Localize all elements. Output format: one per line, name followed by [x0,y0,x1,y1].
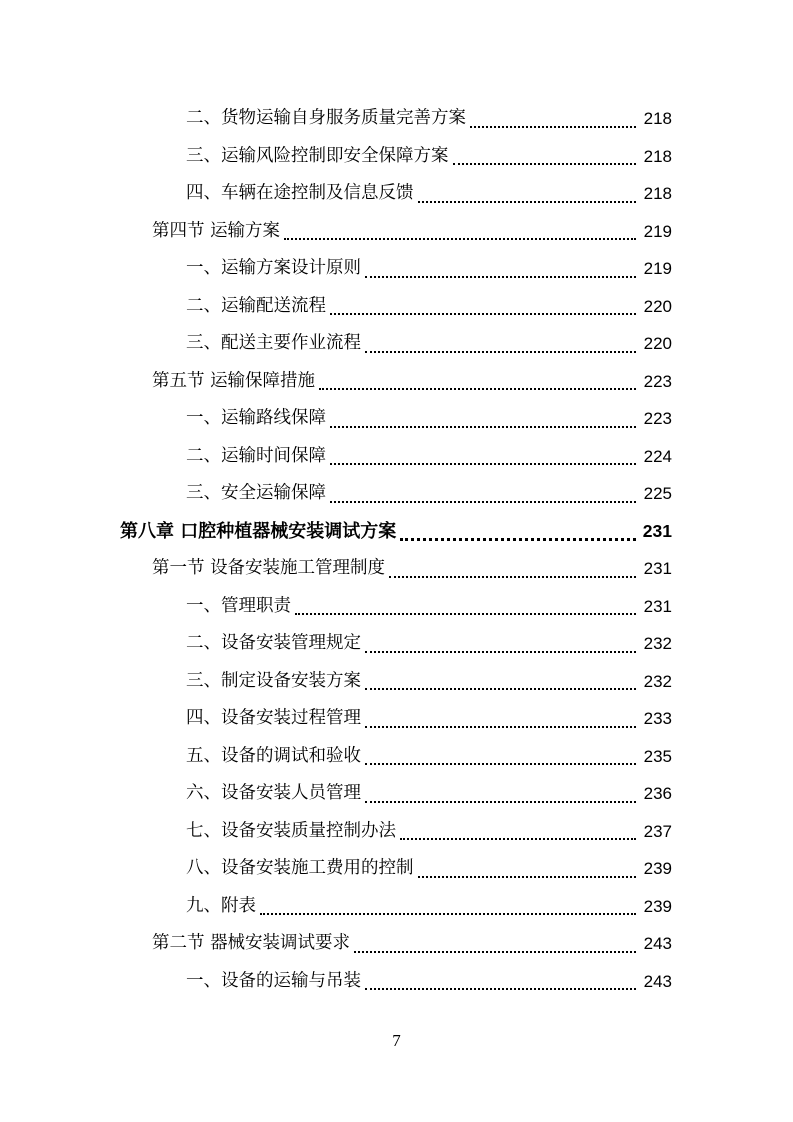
toc-entry-label: 一、设备的运输与吊装 [186,970,361,991]
toc-entry[interactable] [186,175,672,212]
toc-entry-page: 218 [643,146,672,166]
toc-entry-label: 二、运输配送流程 [186,295,326,316]
toc-entry-label: 一、运输路线保障 [186,408,326,428]
toc-entry[interactable] [186,400,672,437]
dot-leader [365,651,636,653]
dot-leader [418,201,637,203]
toc-entry[interactable] [152,213,672,250]
dot-leader [389,576,636,578]
dot-leader [418,876,637,878]
dot-leader [354,951,636,953]
toc-entry[interactable] [186,100,672,137]
toc-entry-label: 一、管理职责 [186,595,291,616]
toc-entry[interactable] [152,363,672,400]
toc-entry-label: 九、附表 [186,895,256,916]
toc-entry-page: 232 [643,671,672,691]
toc-entry[interactable] [186,963,672,1000]
toc-entry[interactable] [186,475,672,512]
toc-entry-label: 四、车辆在途控制及信息反馈 [186,183,414,203]
toc-entry-page: 239 [643,896,672,916]
toc-entry-page: 225 [643,484,672,503]
dot-leader [330,501,636,503]
toc-entry-label: 四、设备安装过程管理 [186,708,361,728]
dot-leader [365,988,636,990]
toc-entry-page: 224 [643,446,672,466]
toc-entry[interactable] [186,438,672,475]
toc-entry-page: 219 [643,259,672,278]
toc-entry-label: 三、制定设备安装方案 [186,670,361,691]
page-number: 7 [392,1031,401,1050]
toc-entry-page: 236 [643,784,672,803]
toc-entry-page: 232 [643,634,672,653]
toc-entry-label: 第二节 器械安装调试要求 [152,933,351,953]
toc-entry-label: 二、设备安装管理规定 [186,633,361,653]
dot-leader [365,351,636,353]
toc-entry-page: 231 [643,596,672,616]
dot-leader [319,388,636,390]
toc-entry-page: 237 [643,821,672,841]
dot-leader [365,763,636,765]
toc-entry[interactable] [186,588,672,625]
toc-entry[interactable] [186,888,672,925]
toc-entry-page: 243 [643,934,672,953]
toc-entry-label: 第四节 运输方案 [152,220,281,241]
toc-entry-label: 三、安全运输保障 [186,483,326,503]
toc-entry-label: 一、运输方案设计原则 [186,258,361,278]
toc-entry-page: 220 [643,334,672,353]
dot-leader [330,426,636,428]
toc-entry-page: 223 [643,371,672,391]
dot-leader [365,801,636,803]
toc-entry-page: 233 [643,709,672,728]
dot-leader [365,276,636,278]
dot-leader [365,688,636,690]
toc-entry-page: 218 [643,109,672,128]
dot-leader [400,838,636,840]
dot-leader [295,613,636,615]
toc-entry-label: 八、设备安装施工费用的控制 [186,858,414,878]
toc-entry-page: 243 [643,971,672,991]
toc-entry-label: 三、配送主要作业流程 [186,333,361,353]
toc-chapter-entry[interactable] [120,513,672,550]
toc-entry-page: 220 [643,296,672,316]
toc-entry[interactable] [186,325,672,362]
toc-entry-label: 三、运输风险控制即安全保障方案 [186,145,449,166]
toc-entry-page: 239 [643,859,672,878]
toc-entry[interactable] [186,663,672,700]
dot-leader [400,538,636,541]
toc-entry[interactable] [152,925,672,962]
dot-leader [453,163,637,165]
toc-entry[interactable] [186,288,672,325]
toc-entry[interactable] [186,850,672,887]
toc-entry-label: 五、设备的调试和验收 [186,745,361,766]
toc-entry[interactable] [186,775,672,812]
toc-entry[interactable] [186,250,672,287]
toc-entry-label: 二、运输时间保障 [186,445,326,466]
dot-leader [470,126,636,128]
dot-leader [365,726,636,728]
toc-entry[interactable] [186,700,672,737]
dot-leader [330,463,636,465]
toc-entry-label: 二、货物运输自身服务质量完善方案 [186,108,466,128]
toc-entry-label: 七、设备安装质量控制办法 [186,820,396,841]
dot-leader [284,238,636,240]
toc-entry-page: 223 [643,409,672,428]
toc-entry-label: 第一节 设备安装施工管理制度 [152,558,386,578]
toc-entry-page: 235 [643,746,672,766]
toc-entry-page: 231 [642,520,672,541]
toc-entry-label: 六、设备安装人员管理 [186,783,361,803]
toc-entry-page: 218 [643,184,672,203]
toc-entry[interactable] [186,738,672,775]
toc-entry[interactable] [186,813,672,850]
toc-entry[interactable] [186,138,672,175]
toc-entry-page: 231 [643,559,672,578]
dot-leader [330,313,636,315]
toc-entry-page: 219 [643,221,672,241]
toc-entry-label: 第五节 运输保障措施 [152,370,316,391]
toc-entry-label: 第八章 口腔种植器械安装调试方案 [120,520,397,542]
toc-entry[interactable] [152,550,672,587]
toc-entry[interactable] [186,625,672,662]
dot-leader [260,913,636,915]
